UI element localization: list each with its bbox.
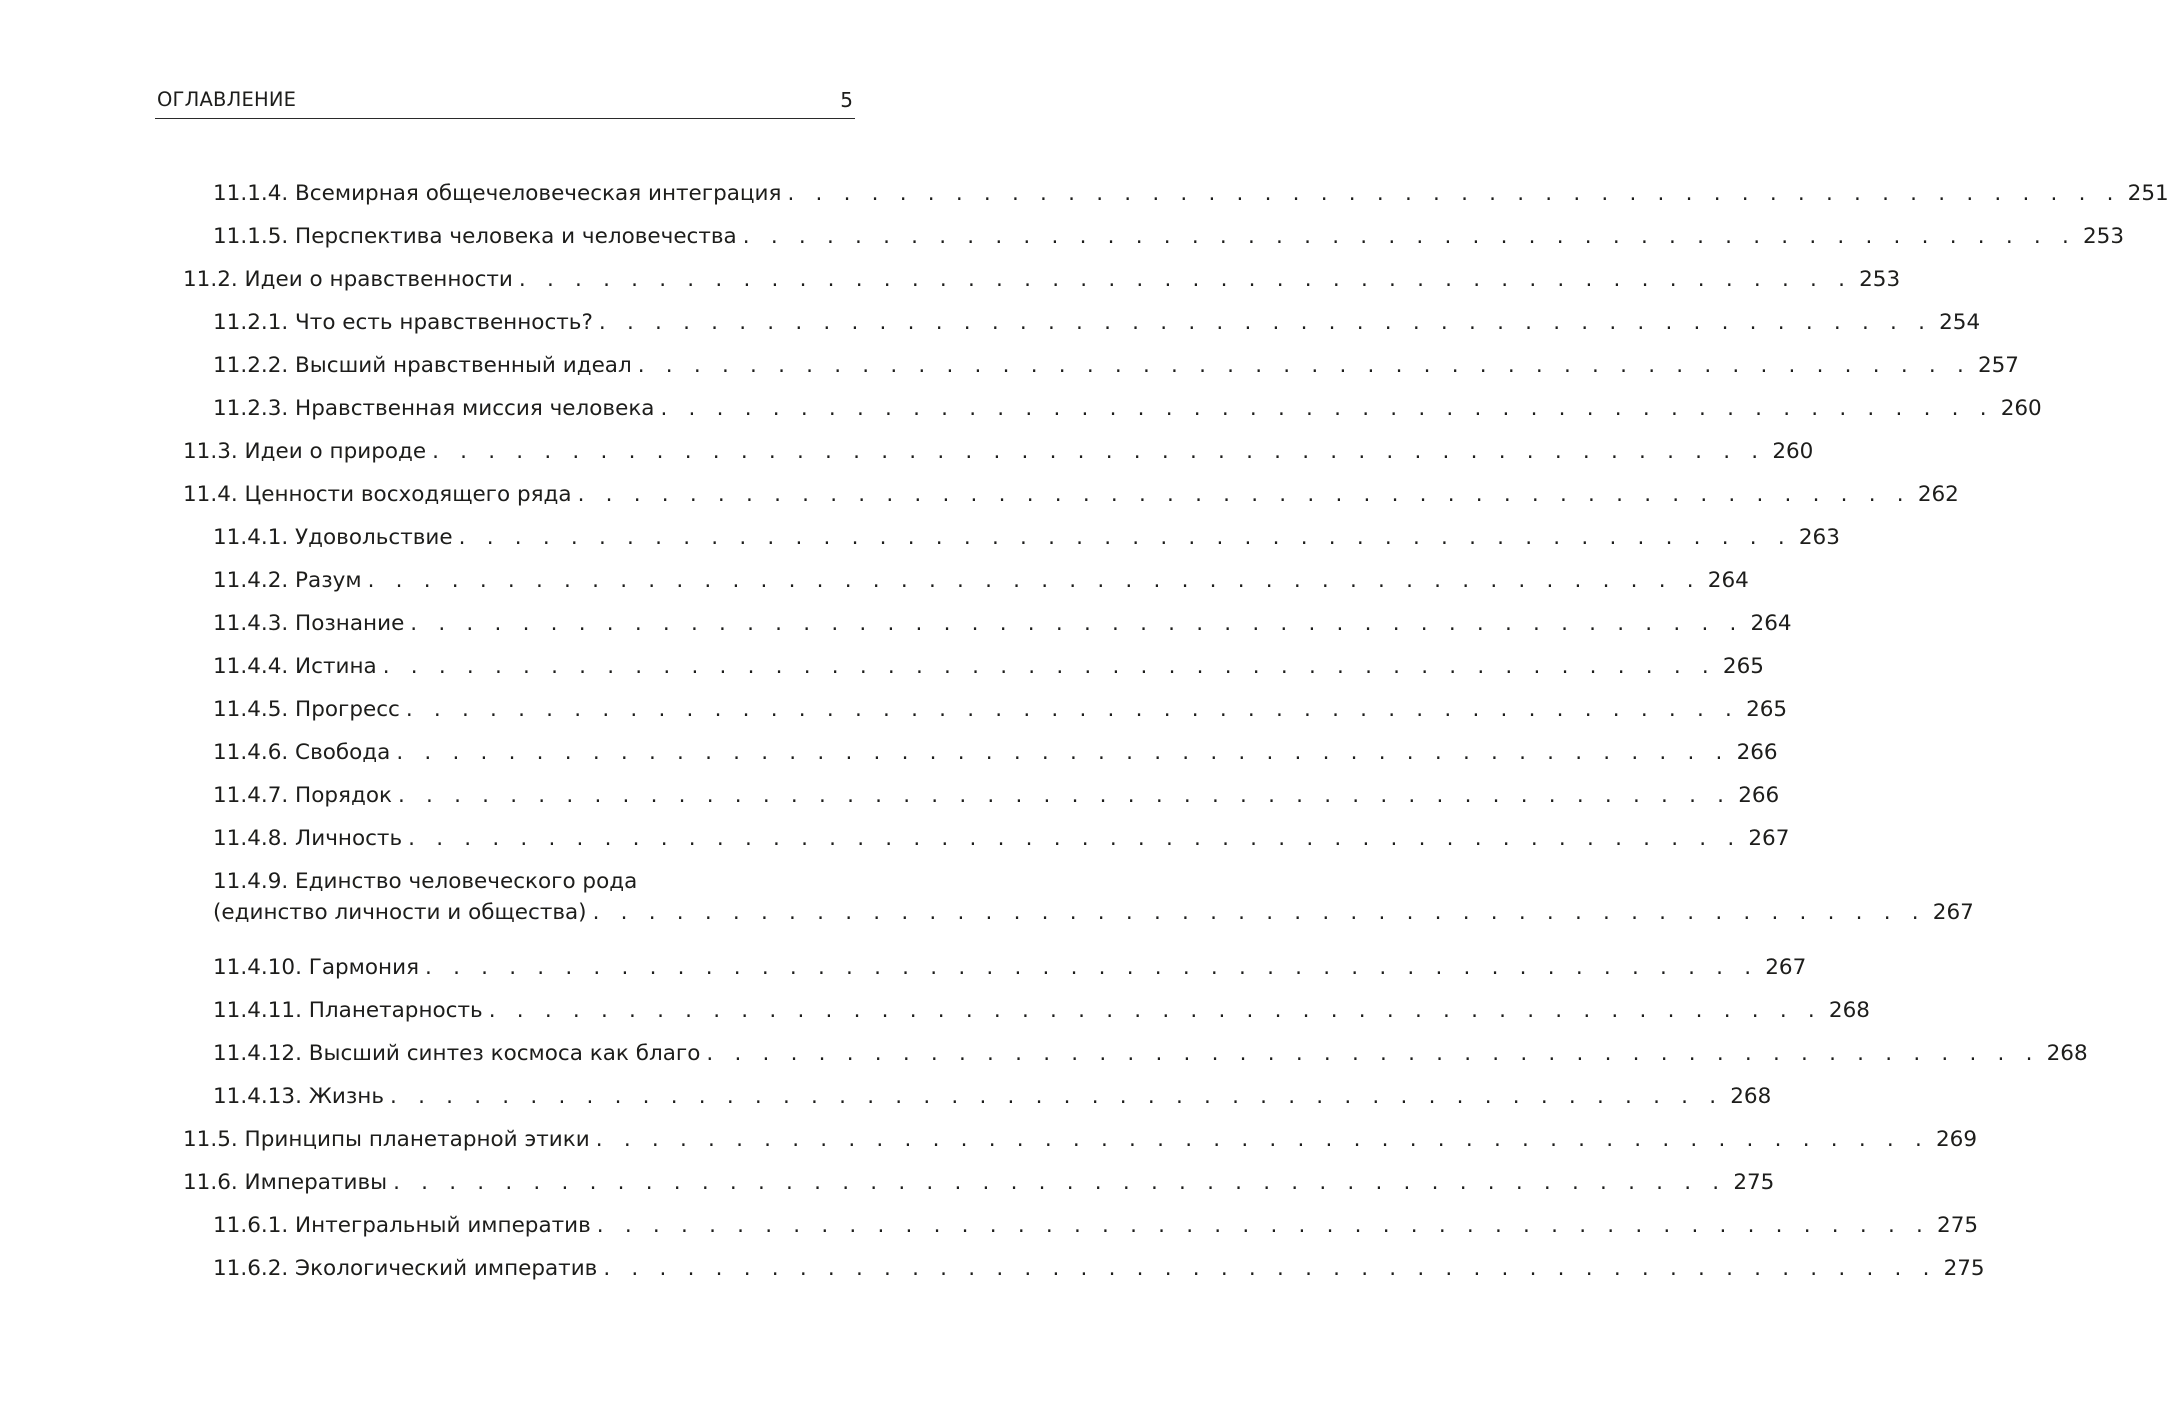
toc-leader-dots: . . . . . . . . . . . . . . . . . . . . . . . . . . . . . . . . . . . . . . . . . . . . . . . . <box>598 310 1933 335</box>
toc-leader-dots: . . . . . . . . . . . . . . . . . . . . . . . . . . . . . . . . . . . . . . . . . . . . . . . . <box>396 740 1730 765</box>
toc-leader-dots: . . . . . . . . . . . . . . . . . . . . . . . . . . . . . . . . . . . . . . . . . . . . . . . . <box>408 826 1742 851</box>
toc-entry <box>183 473 1959 516</box>
toc-entry <box>213 860 1974 946</box>
toc-entry <box>183 1161 1775 1204</box>
toc-entry-page: 275 <box>1943 1256 1985 1281</box>
toc-entry-page: 267 <box>1765 955 1807 980</box>
toc-entry-title: 11.2.3. Нравственная миссия человека <box>213 396 655 421</box>
toc-entry-title: 11.4.4. Истина <box>213 654 377 679</box>
toc-leader-dots: . . . . . . . . . . . . . . . . . . . . . . . . . . . . . . . . . . . . . . . . . . . . . . . . <box>410 611 1744 636</box>
toc-entry <box>213 774 1780 817</box>
toc-entry-title: 11.4.12. Высший синтез космоса как благо <box>213 1041 701 1066</box>
toc-entry-page: 266 <box>1738 783 1780 808</box>
toc-entry-page: 260 <box>2000 396 2042 421</box>
toc-entry-page: 262 <box>1917 482 1959 507</box>
toc-entry <box>213 1075 1772 1118</box>
toc-entry-page: 268 <box>1730 1084 1772 1109</box>
toc-entry-page: 251 <box>2127 181 2169 206</box>
toc-leader-dots: . . . . . . . . . . . . . . . . . . . . . . . . . . . . . . . . . . . . . . . . . . . . . . . . <box>596 1213 1931 1238</box>
toc-entry-page: 253 <box>2082 224 2125 249</box>
toc-entry-page: 266 <box>1736 740 1778 765</box>
toc-entry-page: 268 <box>1828 998 1870 1023</box>
toc-entry <box>213 559 1749 602</box>
toc-entry-title: 11.4.9. Единство человеческого рода <box>213 869 638 894</box>
toc-entry-page: 267 <box>1932 900 1974 925</box>
toc-entry <box>213 301 1981 344</box>
toc-entry <box>213 344 2019 387</box>
toc-leader-dots: . . . . . . . . . . . . . . . . . . . . . . . . . . . . . . . . . . . . . . . . . . . . . . . . <box>595 1127 1930 1152</box>
toc-leader-dots: . . . . . . . . . . . . . . . . . . . . . . . . . . . . . . . . . . . . . . . . . . . . . . . . <box>367 568 1701 593</box>
toc-entry-page: 265 <box>1746 697 1788 722</box>
toc-entry <box>213 688 1788 731</box>
toc-leader-dots: . . . . . . . . . . . . . . . . . . . . . . . . . . . . . . . . . . . . . . . . . . . . . . . . <box>432 439 1766 464</box>
toc-leader-dots: . . . . . . . . . . . . . . . . . . . . . . . . . . . . . . . . . . . . . . . . . . . . . . . . <box>787 181 2121 206</box>
toc-entry-page: 264 <box>1750 611 1792 636</box>
toc-entry-title: 11.4.3. Познание <box>213 611 405 636</box>
toc-entry-title: 11.2. Идеи о нравственности <box>183 267 513 292</box>
toc-entry-title: 11.4.8. Личность <box>213 826 403 851</box>
toc-entry-page: 275 <box>1733 1170 1775 1195</box>
toc-entry-page: 275 <box>1937 1213 1979 1238</box>
page-number: 5 <box>840 88 853 112</box>
toc-entry-page: 268 <box>2046 1041 2088 1066</box>
toc-leader-dots: . . . . . . . . . . . . . . . . . . . . . . . . . . . . . . . . . . . . . . . . . . . . . . . . <box>660 396 1994 421</box>
toc-entry <box>213 946 1807 989</box>
toc-entry <box>213 215 2125 258</box>
toc-entry-title: 11.1.5. Перспектива человека и человечества <box>213 224 737 249</box>
toc-entry <box>183 430 1814 473</box>
toc-entry-title: 11.3. Идеи о природе <box>183 439 427 464</box>
toc-leader-dots: . . . . . . . . . . . . . . . . . . . . . . . . . . . . . . . . . . . . . . . . . . . . . . . . <box>603 1256 1937 1281</box>
toc-entry-title: 11.4.2. Разум <box>213 568 362 593</box>
toc-entry <box>213 817 1790 860</box>
toc-entry-title: 11.5. Принципы планетарной этики <box>183 1127 590 1152</box>
toc-entry <box>213 602 1792 645</box>
toc-leader-dots: . . . . . . . . . . . . . . . . . . . . . . . . . . . . . . . . . . . . . . . . . . . . . . . . <box>382 654 1716 679</box>
toc-entry <box>213 731 1778 774</box>
toc-leader-dots: . . . . . . . . . . . . . . . . . . . . . . . . . . . . . . . . . . . . . . . . . . . . . . . . <box>577 482 1911 507</box>
toc-leader-dots: . . . . . . . . . . . . . . . . . . . . . . . . . . . . . . . . . . . . . . . . . . . . . . . . <box>488 998 1822 1023</box>
toc-entry <box>213 989 1870 1032</box>
toc-entry-title: 11.6. Императивы <box>183 1170 388 1195</box>
toc-entry <box>213 1247 1985 1290</box>
toc-entry <box>213 516 1840 559</box>
toc-entry-title-continuation: (единство личности и общества) <box>213 900 587 925</box>
toc-leader-dots: . . . . . . . . . . . . . . . . . . . . . . . . . . . . . . . . . . . . . . . . . . . . . . . . <box>405 697 1740 722</box>
toc-entry-title: 11.4. Ценности восходящего ряда <box>183 482 572 507</box>
toc-leader-dots: . . . . . . . . . . . . . . . . . . . . . . . . . . . . . . . . . . . . . . . . . . . . . . . . <box>390 1084 1724 1109</box>
toc-entry-title: 11.4.11. Планетарность <box>213 998 483 1023</box>
toc-entry-title: 11.1.4. Всемирная общечеловеческая интеграция <box>213 181 782 206</box>
toc-entry-title: 11.4.7. Порядок <box>213 783 392 808</box>
toc-entry-page: 267 <box>1748 826 1790 851</box>
toc-entry-page: 257 <box>1977 353 2019 378</box>
toc-leader-dots: . . . . . . . . . . . . . . . . . . . . . . . . . . . . . . . . . . . . . . . . . . . . . . . . <box>742 224 2077 249</box>
toc-leader-dots: . . . . . . . . . . . . . . . . . . . . . . . . . . . . . . . . . . . . . . . . . . . . . . . . <box>397 783 1732 808</box>
toc-entry-title: 11.6.2. Экологический императив <box>213 1256 598 1281</box>
toc-leader-dots: . . . . . . . . . . . . . . . . . . . . . . . . . . . . . . . . . . . . . . . . . . . . . . . . <box>458 525 1792 550</box>
toc-entry-page: 269 <box>1935 1127 1978 1152</box>
toc-entry <box>183 258 1901 301</box>
toc-entry-page: 264 <box>1707 568 1749 593</box>
toc-entry <box>213 172 2169 215</box>
toc-entry-page: 265 <box>1722 654 1764 679</box>
toc-entry-page: 260 <box>1772 439 1814 464</box>
toc-leader-dots: . . . . . . . . . . . . . . . . . . . . . . . . . . . . . . . . . . . . . . . . . . . . . . . . <box>425 955 1759 980</box>
toc-leader-dots: . . . . . . . . . . . . . . . . . . . . . . . . . . . . . . . . . . . . . . . . . . . . . . . . <box>592 900 1926 925</box>
toc-entry <box>213 645 1764 688</box>
toc-entry <box>213 387 2042 430</box>
toc-entry-title: 11.6.1. Интегральный императив <box>213 1213 591 1238</box>
running-title: ОГЛАВЛЕНИЕ <box>157 88 297 111</box>
toc-entry <box>183 1118 1978 1161</box>
running-header <box>155 88 855 119</box>
toc-leader-dots: . . . . . . . . . . . . . . . . . . . . . . . . . . . . . . . . . . . . . . . . . . . . . . . . <box>706 1041 2040 1066</box>
toc-entry <box>213 1032 2088 1075</box>
toc-entry-title: 11.4.13. Жизнь <box>213 1084 385 1109</box>
toc-entry-title: 11.4.1. Удовольствие <box>213 525 453 550</box>
toc-leader-dots: . . . . . . . . . . . . . . . . . . . . . . . . . . . . . . . . . . . . . . . . . . . . . . . . <box>637 353 1971 378</box>
toc-leader-dots: . . . . . . . . . . . . . . . . . . . . . . . . . . . . . . . . . . . . . . . . . . . . . . . . <box>518 267 1853 292</box>
toc-entry-title: 11.4.6. Свобода <box>213 740 391 765</box>
toc-entry-page: 263 <box>1798 525 1840 550</box>
toc-entry-title: 11.4.10. Гармония <box>213 955 420 980</box>
toc-entry-page: 253 <box>1859 267 1901 292</box>
toc-entry-title: 11.2.1. Что есть нравственность? <box>213 310 593 335</box>
toc-entry <box>213 1204 1979 1247</box>
toc-entry-title: 11.2.2. Высший нравственный идеал <box>213 353 632 378</box>
toc-entry-title: 11.4.5. Прогресс <box>213 697 400 722</box>
toc-leader-dots: . . . . . . . . . . . . . . . . . . . . . . . . . . . . . . . . . . . . . . . . . . . . . . . . <box>393 1170 1727 1195</box>
table-of-contents <box>0 172 2169 1290</box>
toc-entry-page: 254 <box>1939 310 1981 335</box>
